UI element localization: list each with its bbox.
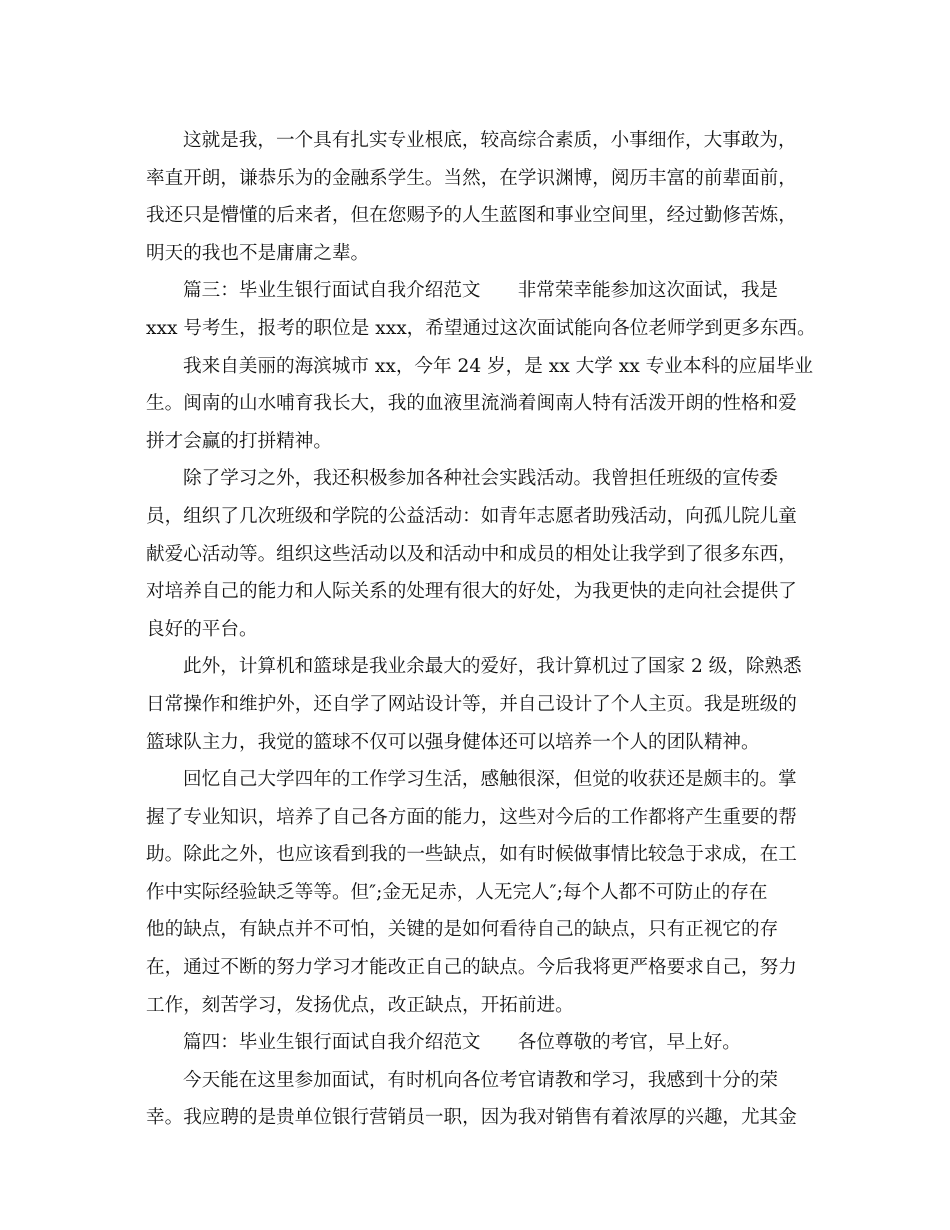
text-line: 日常操作和维护外，还自学了网站设计等，并自己设计了个人主页。我是班级的 [146, 693, 797, 715]
text-line: 除了学习之外，我还积极参加各种社会实践活动。我曾担任班级的宣传委 [183, 468, 779, 490]
text-line: 握了专业知识，培养了自己各方面的能力，这些对今后的工作都将产生重要的帮 [146, 806, 797, 828]
text-line: 拼才会赢的打拼精神。 [146, 430, 332, 452]
text-line: 篇三：毕业生银行面试自我介绍范文 非常荣幸能参加这次面试，我是 [183, 280, 779, 302]
text-line: 幸。我应聘的是贵单位银行营销员一职，因为我对销售有着浓厚的兴趣，尤其金 [146, 1107, 797, 1129]
text-line: 篇四：毕业生银行面试自我介绍范文 各位尊敬的考官，早上好。 [183, 1032, 741, 1054]
text-line: 员，组织了几次班级和学院的公益活动：如青年志愿者助残活动，向孤儿院儿童 [146, 505, 797, 527]
text-line: 我还只是懵懂的后来者，但在您赐予的人生蓝图和事业空间里，经过勤修苦炼， [146, 205, 797, 227]
text-line: 对培养自己的能力和人际关系的处理有很大的好处，为我更快的走向社会提供了 [146, 581, 797, 603]
document-body [146, 122, 816, 1137]
text-line: 他的缺点，有缺点并不可怕，关键的是如何看待自己的缺点，只有正视它的存 [146, 919, 779, 941]
text-line: xxx 号考生，报考的职位是 xxx，希望通过这次面试能向各位老师学到更多东西。 [146, 317, 816, 339]
text-line: 献爱心活动等。组织这些活动以及和活动中和成员的相处让我学到了很多东西， [146, 543, 797, 565]
text-line: 这就是我，一个具有扎实专业根底，较高综合素质，小事细作，大事敢为， [183, 130, 797, 151]
text-line: 回忆自己大学四年的工作学习生活，感触很深，但觉的收获还是颇丰的。掌 [183, 769, 797, 791]
text-line: 篮球队主力，我觉的篮球不仅可以强身健体还可以培养一个人的团队精神。 [146, 731, 760, 753]
text-line: 率直开朗，谦恭乐为的金融系学生。当然，在学识渊博，阅历丰富的前辈面前， [146, 167, 797, 189]
text-line: 此外，计算机和篮球是我业余最大的爱好，我计算机过了国家 2 级，除熟悉 [183, 656, 802, 678]
text-line: 明天的我也不是庸庸之辈。 [146, 242, 370, 264]
text-line: 今天能在这里参加面试，有时机向各位考官请教和学习，我感到十分的荣 [183, 1069, 779, 1091]
text-line: 工作，刻苦学习，发扬优点，改正缺点，开拓前进。 [146, 994, 574, 1016]
text-line: 我来自美丽的海滨城市 xx，今年 24 岁，是 xx 大学 xx 专业本科的应届毕业 [183, 355, 813, 377]
text-line: 作中实际经验缺乏等等。但″;金无足赤，人无完人″;每个人都不可防止的存在 [146, 881, 768, 903]
text-line: 在，通过不断的努力学习才能改正自己的缺点。今后我将更严格要求自己，努力 [146, 957, 797, 979]
text-line: 助。除此之外，也应该看到我的一些缺点，如有时候做事情比较急于求成，在工 [146, 844, 797, 866]
text-line: 生。闽南的山水哺育我长大，我的血液里流淌着闽南人特有活泼开朗的性格和爱 [146, 393, 797, 415]
text-line: 良好的平台。 [146, 618, 258, 640]
